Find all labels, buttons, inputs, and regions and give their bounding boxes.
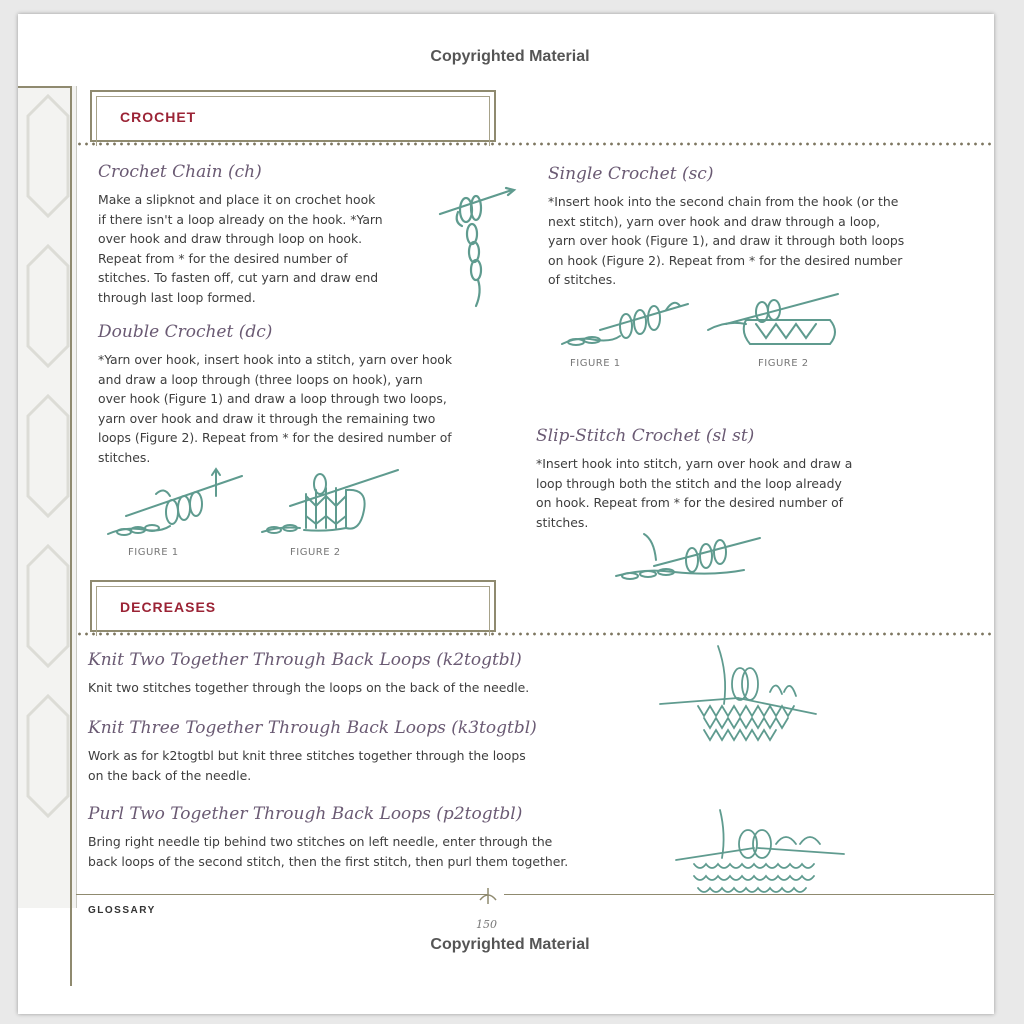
decorative-sidebar-pattern	[18, 86, 77, 908]
text-line: stitches.	[536, 514, 589, 530]
double-crochet-figure2-illustration	[260, 466, 400, 542]
text-line: and draw a loop through (three loops on hook), yarn	[98, 371, 423, 387]
frame-top-line	[18, 86, 72, 88]
text-line: *Insert hook into the second chain from the hook (or the	[548, 194, 899, 209]
single-crochet-figure2-illustration	[706, 290, 840, 354]
crochet-chain-illustration	[436, 182, 518, 308]
slip-stitch-heading: Slip-Stitch Crochet (sl st)	[536, 426, 755, 446]
text-line: Make a slipknot and place it on crochet hook	[98, 192, 376, 207]
footer-section-label: GLOSSARY	[88, 905, 156, 916]
crochet-section-title: CROCHET	[120, 109, 197, 125]
frame-vertical-line	[70, 86, 72, 986]
text-line: Repeat from * for the desired number of	[98, 250, 348, 266]
decreases-section-title: DECREASES	[120, 599, 217, 615]
copyright-notice-bottom: Copyrighted Material	[430, 936, 590, 953]
k3togtbl-heading: Knit Three Together Through Back Loops (k3togtbl)	[88, 718, 537, 738]
slip-stitch-illustration	[614, 530, 764, 588]
text-line: stitches. To fasten off, cut yarn and draw end	[98, 270, 379, 285]
text-line: yarn over hook and draw it through the remaining two	[98, 410, 436, 426]
dotted-divider-crochet	[76, 142, 994, 146]
k2togtbl-heading: Knit Two Together Through Back Loops (k2togtbl)	[88, 650, 522, 670]
text-line: over hook (Figure 1) and draw a loop through two loops,	[98, 391, 447, 406]
text-line: back loops of the second stitch, then the first stitch, then purl them together.	[88, 853, 569, 869]
text-line: *Insert hook into stitch, yarn over hook and draw a	[536, 456, 853, 471]
double-crochet-figure1-illustration	[106, 466, 246, 542]
double-crochet-figure2-caption: FIGURE 2	[290, 547, 341, 558]
text-line: on hook (Figure 2). Repeat from * for the desired number	[548, 252, 903, 268]
text-line: loops (Figure 2). Repeat from * for the desired number of	[98, 430, 452, 445]
single-crochet-figure2-caption: FIGURE 2	[758, 358, 809, 369]
p2togtbl-text	[88, 832, 668, 871]
text-line: next stitch), yarn over hook and draw through a loop,	[548, 213, 881, 229]
text-line: if there isn't a loop already on the hook. *Yarn	[98, 211, 383, 227]
text-line: over hook and draw through loop on hook.	[98, 231, 363, 246]
k2togtbl-illustration	[658, 644, 818, 744]
text-line: *Yarn over hook, insert hook into a stitch, yarn over hook	[98, 352, 453, 367]
crochet-chain-text	[98, 190, 443, 307]
double-crochet-figure1-caption: FIGURE 1	[128, 547, 179, 558]
single-crochet-text	[548, 192, 978, 290]
book-page	[18, 14, 994, 1014]
p2togtbl-illustration	[674, 804, 846, 900]
text-line: on hook. Repeat from * for the desired number of	[536, 495, 844, 510]
dotted-divider-decreases	[76, 632, 994, 636]
ornament-icon	[476, 886, 500, 906]
slip-stitch-text	[536, 454, 956, 532]
text-line: loop through both the stitch and the loop already	[536, 475, 842, 491]
single-crochet-figure1-illustration	[560, 294, 690, 354]
single-crochet-heading: Single Crochet (sc)	[548, 164, 714, 184]
text-line: yarn over hook (Figure 1), and draw it through both loops	[548, 233, 905, 248]
text-line: Work as for k2togtbl but knit three stitches together through the loops	[88, 748, 526, 763]
page-number: 150	[476, 918, 497, 931]
k2togtbl-text	[88, 678, 648, 698]
double-crochet-text	[98, 350, 518, 467]
double-crochet-heading: Double Crochet (dc)	[98, 322, 273, 342]
sidebar-pattern-graphic	[18, 86, 76, 908]
text-line: of stitches.	[548, 272, 617, 287]
copyright-notice-top: Copyrighted Material	[430, 48, 590, 65]
text-line: Knit two stitches together through the loops on the back of the needle.	[88, 680, 530, 695]
crochet-chain-heading: Crochet Chain (ch)	[98, 162, 262, 182]
text-line: stitches.	[98, 449, 151, 465]
single-crochet-figure1-caption: FIGURE 1	[570, 358, 621, 369]
k3togtbl-text	[88, 746, 648, 785]
text-line: Bring right needle tip behind two stitches on left needle, enter through the	[88, 834, 553, 849]
footer-rule-left	[76, 894, 488, 895]
text-line: on the back of the needle.	[88, 767, 252, 783]
p2togtbl-heading: Purl Two Together Through Back Loops (p2togtbl)	[88, 804, 523, 824]
text-line: through last loop formed.	[98, 289, 256, 305]
